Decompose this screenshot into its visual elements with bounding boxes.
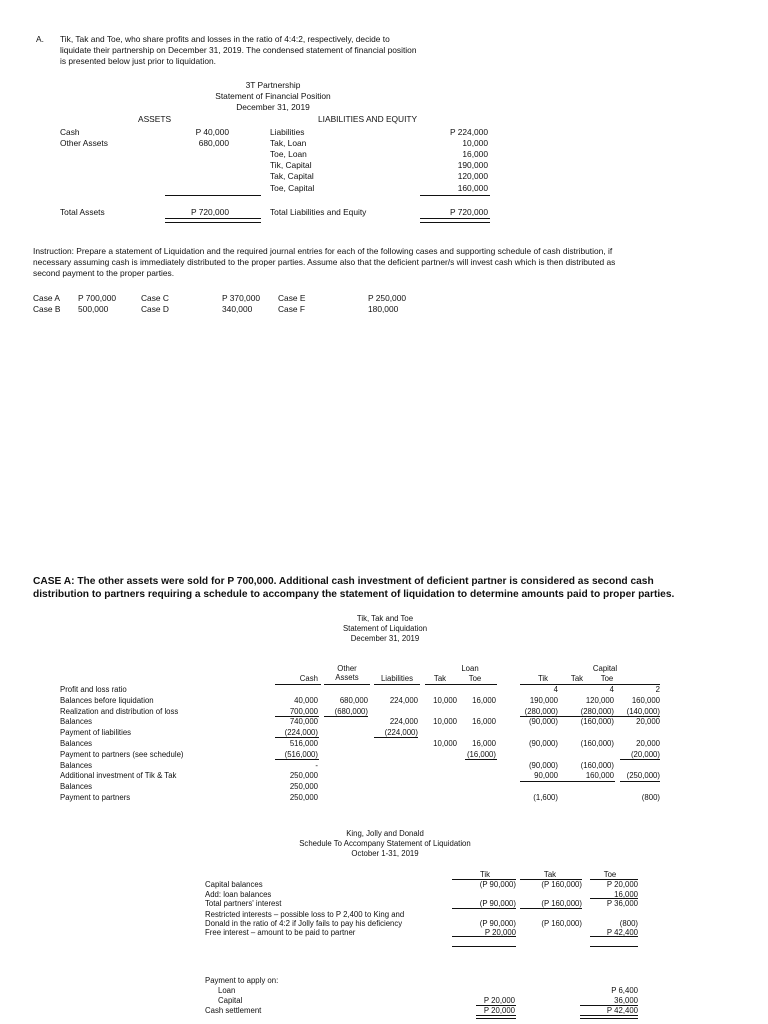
case-label: Case E [278,293,306,303]
schedule-cell-tak: (P 160,000) [541,919,582,928]
col-header-loan: Loan [461,664,479,673]
liq-row-label: Balances [60,782,93,792]
liability-label: Toe, Capital [270,183,315,193]
liq-cell-ctik: 190,000 [529,695,558,705]
table-rule [275,716,319,717]
asset-value: P 40,000 [195,127,229,137]
liq-cell-liab: (224,000) [384,728,418,738]
table-rule [520,716,660,717]
liq-cell-ctoe: (250,000) [626,771,660,781]
sfp-rule [420,195,490,196]
liq-cell-cash: 740,000 [289,717,318,727]
schedule-cell-tik: (P 90,000) [479,899,516,908]
schedule-rule [590,898,638,899]
liq-cell-cash: 250,000 [289,771,318,781]
intro-line-2: liquidate their partnership on December 31, 2019. The condensed statement of financial position [60,45,417,55]
liq-cell-ctak: (160,000) [580,717,614,727]
liq-cell-ctik: 4 [553,685,558,694]
schedule-cell-toe: P 42,400 [606,928,638,937]
case-label: Case B [33,304,61,314]
case-a-heading-2: distribution to partners requiring a schedule to accompany the statement of liquidation to determine amounts paid to proper parties. [33,589,675,600]
schedule-rule [520,908,582,909]
capital-label: Capital [218,996,243,1005]
col-header-liabilities: Liabilities [380,674,414,683]
schedule-row-label: Total partners' interest [205,899,282,908]
schedule-double-rule [580,1015,638,1019]
schedule-cell-toe: P 20,000 [606,880,638,889]
schedule-cell-tik: (P 90,000) [479,880,516,889]
liq-cell-ctoe: (20,000) [630,749,660,759]
schedule-title-1: King, Jolly and Donald [346,829,424,838]
liq-row-label: Balances [60,717,93,727]
liq-cell-ctoe: (140,000) [626,706,660,716]
case-label: Case C [141,293,169,303]
liq-cell-tak: 10,000 [433,739,457,748]
liq-cell-ctik: (90,000) [528,717,558,727]
header-rule [275,684,321,685]
liq-row-label: Payment to partners [60,793,131,802]
payment-apply-label: Payment to apply on: [205,976,279,985]
schedule-rule [452,908,516,909]
liq-cell-ctak: (160,000) [580,739,614,748]
liq-cell-cash: 516,000 [289,739,318,748]
schedule-cell-tak: (P 160,000) [541,899,582,908]
liability-label: Toe, Loan [270,149,307,159]
table-rule [275,759,319,760]
instruction-line-3: second payment to the proper parties. [33,268,175,278]
col-header-cap-tik: Tik [537,674,549,683]
liability-value: 160,000 [457,183,488,193]
problem-label: A. [36,34,44,44]
sfp-double-rule [165,218,261,223]
liability-value: 120,000 [457,171,488,181]
liq-cell-toe: 16,000 [472,695,496,705]
case-value: 500,000 [78,304,109,314]
case-value: P 370,000 [222,293,261,303]
liabilities-header: LIABILITIES AND EQUITY [318,114,418,124]
liq-cell-liab: 224,000 [389,717,418,727]
instruction-line-1: Instruction: Prepare a statement of Liquidation and the required journal entries for each of the following cases and supporting schedule of cash distribution, if [33,246,613,256]
liq-cell-ctak: (160,000) [580,760,614,770]
case-a-heading-1: CASE A: The other assets were sold for P 700,000. Additional cash investment of deficient partner is considered as second cash [33,576,654,587]
liq-cell-ctoe: 20,000 [636,739,660,748]
table-rule [324,716,368,717]
total-assets-value: P 720,000 [190,207,229,217]
table-rule [374,737,418,738]
liability-label: Liabilities [270,127,305,137]
schedule-row-label: Add: loan balances [205,890,272,899]
liq-cell-ctak: 120,000 [585,695,614,705]
intro-line-3: is presented below just prior to liquidation. [60,56,216,66]
case-label: Case A [33,293,61,303]
liq-row-label: Balances before liquidation [60,695,154,705]
table-rule [275,737,319,738]
liq-cell-ctik: (1,600) [533,793,558,802]
col-header-loan-toe: Toe [468,674,482,683]
col-header-cap-toe: Toe [600,674,614,683]
schedule-row-label: Capital balances [205,880,263,889]
schedule-rule [590,936,638,937]
schedule-col-tik: Tik [479,870,491,879]
liq-cell-cash: (516,000) [284,749,318,759]
schedule-rule [590,946,638,947]
schedule-cell-toe: (800) [619,919,638,928]
case-value: 340,000 [222,304,253,314]
asset-label: Cash [60,127,80,137]
liq-cell-ctik: 90,000 [534,771,558,781]
cash-settlement-label: Cash settlement [205,1006,262,1015]
case-value: P 700,000 [78,293,117,303]
liq-cell-cash: 250,000 [289,793,318,802]
liq-cell-other: (680,000) [334,706,368,716]
liq-cell-cash: 40,000 [294,695,318,705]
schedule-cell-tak: (P 160,000) [541,880,582,889]
liq-cell-cash: 700,000 [289,706,318,716]
col-header-loan-tak: Tak [433,674,447,683]
header-rule [425,684,497,685]
liq-title-2: Statement of Liquidation [342,624,428,633]
toe-capital-value: 36,000 [614,996,638,1005]
instruction-line-2: necessary assuming cash is immediately distributed to the proper parties. Assume also that the deficient partner/s will invest cash which is then distributed as [33,257,616,267]
schedule-row-label: Free interest – amount to be paid to partner [205,928,356,937]
col-header-cap-tak: Tak [570,674,584,683]
loan-label: Loan [218,986,236,995]
liq-cell-ctoe: 2 [655,685,660,694]
liability-label: Tik, Capital [270,160,312,170]
total-le-value: P 720,000 [449,207,488,217]
col-header-assets: Assets [335,673,359,682]
liq-row-label: Profit and loss ratio [60,685,127,694]
col-header-other: Other [337,664,357,673]
liq-title-3: December 31, 2019 [350,634,420,643]
sfp-title-3: December 31, 2019 [236,102,310,112]
schedule-col-toe: Toe [603,870,617,879]
table-rule [620,759,660,760]
liability-value: 16,000 [462,149,488,159]
liq-cell-cash: 250,000 [289,782,318,792]
liq-cell-ctoe: 20,000 [636,717,660,727]
asset-label: Other Assets [60,138,108,148]
schedule-title-2: Schedule To Accompany Statement of Liquidation [299,839,471,848]
tik-capital-value: P 20,000 [483,996,515,1005]
tik-cash-value: P 20,000 [483,1006,515,1015]
schedule-col-tak: Tak [543,870,557,879]
schedule-rule [452,946,516,947]
liq-cell-liab: 224,000 [389,695,418,705]
liq-row-label: Payment of liabilities [60,728,132,738]
schedule-rule [452,936,516,937]
liq-cell-ctik: (90,000) [528,739,558,748]
liq-row-label: Balances [60,760,93,770]
liability-label: Tak, Loan [270,138,307,148]
table-rule [520,781,615,782]
intro-line-1: Tik, Tak and Toe, who share profits and losses in the ratio of 4:4:2, respectively, decide to [60,34,390,44]
liq-cell-toe: (16,000) [466,749,496,759]
sfp-title-2: Statement of Financial Position [215,91,331,101]
schedule-cell-toe: P 36,000 [606,899,638,908]
liq-cell-ctak: 4 [609,685,614,694]
liability-label: Tak, Capital [270,171,314,181]
liq-cell-ctoe: (800) [641,793,660,802]
total-assets-label: Total Assets [60,207,105,217]
col-header-capital: Capital [592,664,618,673]
header-rule [324,684,370,685]
schedule-row-label: Restricted interests – possible loss to P 2,400 to King and [205,910,405,919]
table-rule [620,781,660,782]
schedule-cell-tik: (P 90,000) [479,919,516,928]
total-le-label: Total Liabilities and Equity [270,207,367,217]
table-rule [465,759,497,760]
liq-row-label: Balances [60,739,93,748]
liq-cell-other: 680,000 [339,695,368,705]
header-rule [374,684,420,685]
liq-cell-ctak: (280,000) [580,706,614,716]
liq-cell-ctak: 160,000 [585,771,614,781]
case-value: P 250,000 [368,293,407,303]
schedule-double-rule [476,1015,516,1019]
liq-cell-cash: (224,000) [284,728,318,738]
sfp-title-1: 3T Partnership [245,80,301,90]
liq-cell-tak: 10,000 [433,695,457,705]
assets-header: ASSETS [138,114,172,124]
asset-value: 680,000 [198,138,229,148]
liq-title-1: Tik, Tak and Toe [356,614,414,623]
liq-cell-tak: 10,000 [433,717,457,727]
schedule-row-label: Donald in the ratio of 4:2 if Jolly fails to pay his deficiency [205,919,403,928]
toe-cash-value: P 42,400 [606,1006,638,1015]
case-value: 180,000 [368,304,399,314]
liq-cell-ctik: (280,000) [524,706,558,716]
liq-row-label: Additional investment of Tik & Tak [60,771,177,781]
liq-cell-ctik: (90,000) [528,760,558,770]
sfp-rule [165,195,261,196]
schedule-title-3: October 1-31, 2019 [351,849,419,858]
sfp-double-rule [420,218,490,223]
liq-cell-toe: 16,000 [472,739,496,748]
schedule-cell-tik: P 20,000 [484,928,516,937]
liq-row-label: Realization and distribution of loss [60,706,179,716]
liq-row-label: Payment to partners (see schedule) [60,749,184,759]
liq-cell-toe: 16,000 [472,717,496,727]
liability-value: 190,000 [457,160,488,170]
liq-cell-ctoe: 160,000 [631,695,660,705]
case-label: Case D [141,304,169,314]
liq-cell-cash: - [315,760,318,770]
liability-value: P 224,000 [449,127,488,137]
schedule-cell-toe: 16,000 [614,890,638,899]
case-label: Case F [278,304,305,314]
toe-loan-value: P 6,400 [611,986,638,995]
liability-value: 10,000 [462,138,488,148]
col-header-cash: Cash [299,674,318,683]
